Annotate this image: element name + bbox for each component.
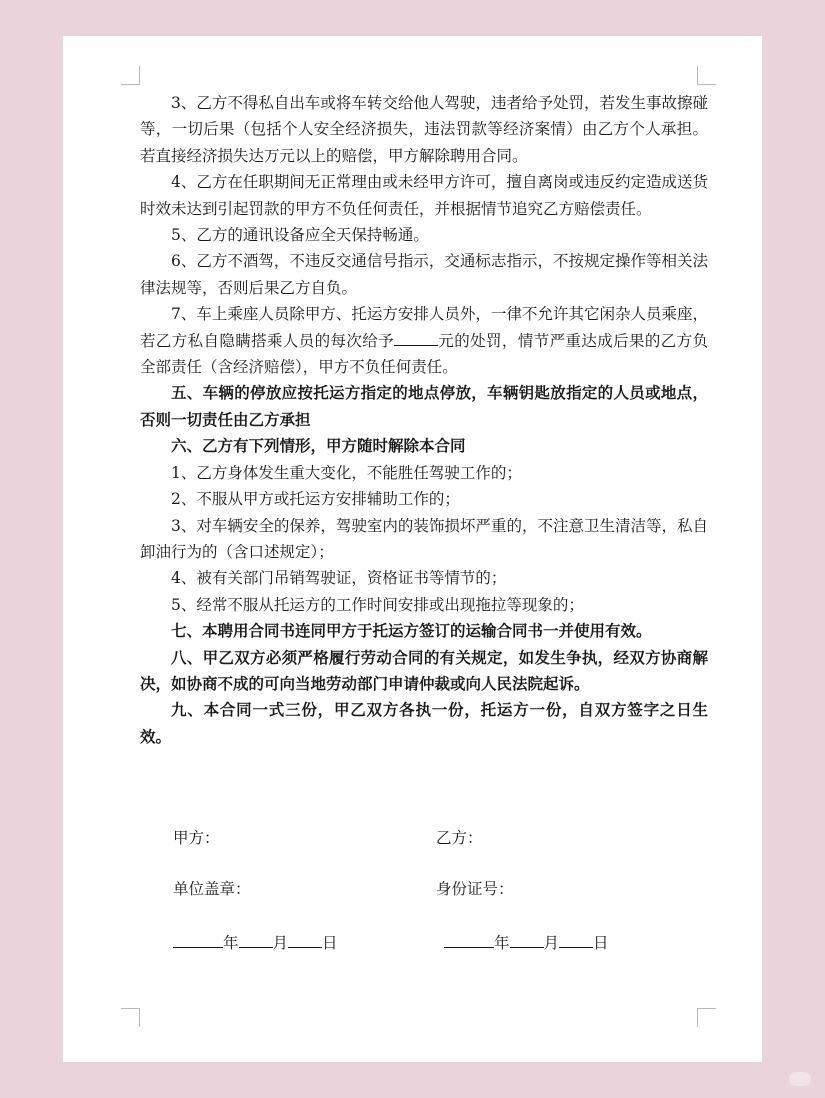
termination-item-1: 1、乙方身体发生重大变化，不能胜任驾驶工作的； bbox=[171, 463, 522, 482]
section-5-heading: 五、车辆的停放应按托运方指定的地点停放，车辆钥匙放指定的人员或地点，否则一切责任由乙方承担 bbox=[140, 383, 708, 429]
id-number-label: 身份证号： bbox=[436, 880, 514, 898]
seal-label: 单位盖章： bbox=[173, 880, 251, 898]
section-7-heading: 七、本聘用合同书连同甲方于托运方签订的运输合同书一并使用有效。 bbox=[171, 621, 652, 641]
watermark-badge bbox=[789, 1072, 811, 1086]
contract-body bbox=[140, 90, 708, 750]
termination-item-2: 2、不服从甲方或托运方安排辅助工作的； bbox=[171, 490, 460, 509]
termination-item-4: 4、被有关部门吊销驾驶证，资格证书等情节的； bbox=[171, 569, 507, 588]
party-a-date bbox=[173, 931, 338, 953]
year-label: 年 bbox=[223, 934, 239, 952]
crop-mark-top-left bbox=[121, 66, 140, 85]
clause-4: 4、乙方在任职期间无正常理由或未经甲方许可，擅自离岗或违反约定造成送货时效未达到引起罚款的甲方不负任何责任，并根据情节追究乙方赔偿责任。 bbox=[140, 173, 708, 218]
day-label: 日 bbox=[593, 934, 609, 952]
month-label: 月 bbox=[543, 934, 560, 952]
termination-item-3: 3、对车辆安全的保养，驾驶室内的装饰损坏严重的，不注意卫生清洁等，私自卸油行为的（含口述规定）； bbox=[140, 516, 708, 561]
fine-amount-blank bbox=[394, 329, 438, 346]
month-blank bbox=[239, 933, 273, 948]
day-blank bbox=[559, 933, 593, 948]
clause-3: 3、乙方不得私自出车或将车转交给他人驾驶，违者给予处罚，若发生事故擦碰等，一切后果（包括个人安全经济损失，违法罚款等经济案情）由乙方个人承担。若直接经济损失达万元以上的赔偿，甲方解除聘用合同。 bbox=[140, 94, 708, 165]
section-9-heading: 九、本合同一式三份，甲乙双方各执一份，托运方一份，自双方签字之日生效。 bbox=[140, 700, 708, 746]
month-blank bbox=[510, 933, 544, 948]
year-blank bbox=[444, 933, 494, 948]
party-b-label: 乙方： bbox=[436, 829, 483, 847]
party-a-label: 甲方： bbox=[173, 829, 220, 847]
party-b-date bbox=[444, 931, 609, 953]
month-label: 月 bbox=[272, 934, 289, 952]
day-blank bbox=[288, 933, 322, 948]
year-label: 年 bbox=[494, 934, 510, 952]
clause-7 bbox=[140, 301, 708, 380]
year-blank bbox=[173, 933, 223, 948]
clause-7-text-after: 元的处罚，情节严重达成后果的乙方负全部责任（含经济赔偿），甲方不负任何责任。 bbox=[140, 331, 708, 377]
day-label: 日 bbox=[322, 934, 338, 952]
clause-6: 6、乙方不酒驾，不违反交通信号指示，交通标志指示，不按规定操作等相关法律法规等，否则后果乙方自负。 bbox=[140, 252, 708, 297]
termination-item-5: 5、经常不服从托运方的工作时间安排或出现拖拉等现象的； bbox=[171, 595, 584, 614]
crop-mark-top-right bbox=[697, 66, 716, 85]
section-8-heading: 八、甲乙双方必须严格履行劳动合同的有关规定，如发生争执，经双方协商解决，如协商不成的可向当地劳动部门申请仲裁或向人民法院起诉。 bbox=[140, 647, 708, 693]
crop-mark-bottom-left bbox=[121, 1008, 140, 1027]
document-page bbox=[63, 36, 762, 1062]
clause-7-text-before: 7、车上乘座人员除甲方、托运方安排人员外，一律不允许其它闲杂人员乘座，若乙方私自隐瞒搭乘人员的每次给予 bbox=[140, 305, 708, 350]
section-6-heading: 六、乙方有下列情形，甲方随时解除本合同 bbox=[171, 436, 466, 456]
clause-5: 5、乙方的通讯设备应全天保持畅通。 bbox=[171, 226, 429, 245]
crop-mark-bottom-right bbox=[697, 1008, 716, 1027]
